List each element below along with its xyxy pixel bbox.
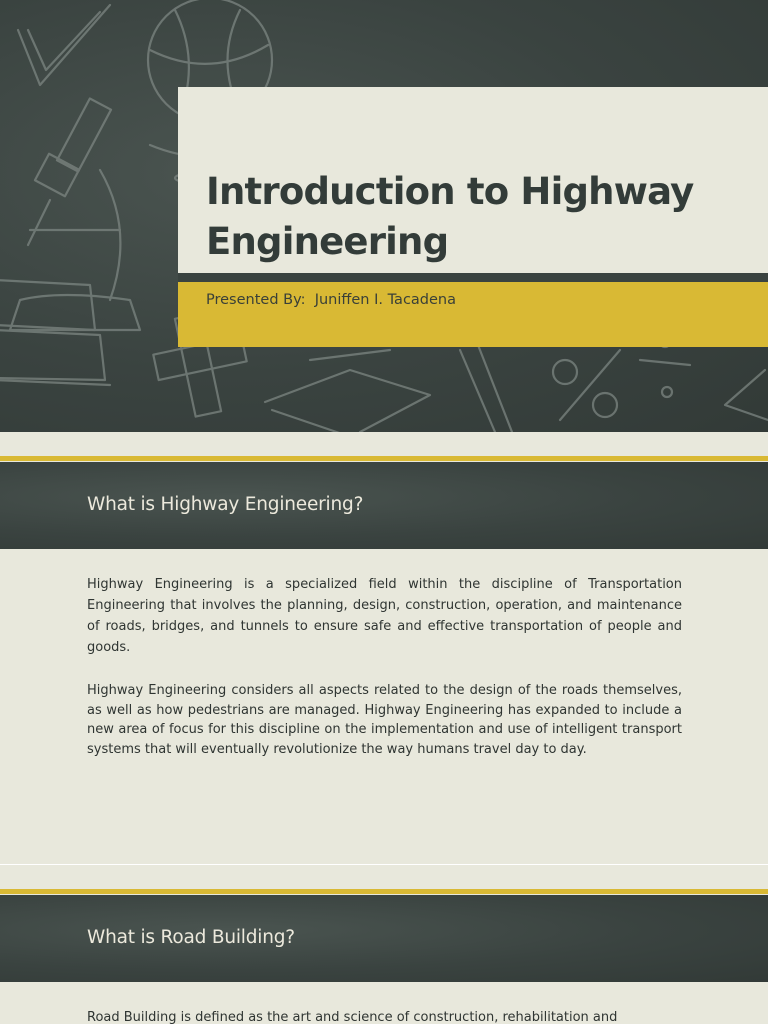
checkmark-icon [18,5,110,85]
slide-body [0,982,768,1024]
title-box [178,87,768,273]
gold-separator [0,456,768,461]
slide-body [0,549,768,864]
slide-heading: What is Road Building? [87,927,295,948]
gold-separator [0,889,768,894]
title-divider [178,273,768,282]
subtitle-box [178,282,768,347]
slide-heading: What is Highway Engineering? [87,494,364,515]
body-paragraph: Highway Engineering is a specialized field within the discipline of Transportation Engineering that involves the planning, design, construction, operation, and maintenance of roads, bridges, and tunnels to ensure safe and effective transportation of people and goods. [87,577,682,655]
ruler-icon [460,345,512,432]
body-paragraph: Highway Engineering considers all aspects related to the design of the roads themselves, as well as how pedestrians are managed. Highway Engineering has expanded to include a new area of focus for this discipline on the implementation and use of intelligent transport systems that will eventually revolutionize the way humans travel day to day. [87,683,682,757]
slide-divider [0,864,768,865]
title-slide [0,0,768,432]
book-icon [265,350,430,432]
presenter-subtitle: Presented By: Juniffen I. Tacadena [206,292,457,308]
percent-icon [553,337,768,420]
microscope-icon [10,98,140,330]
presentation-title: Introduction to Highway Engineering [206,170,694,263]
body-paragraph: Road Building is defined as the art and science of construction, rehabilitation and [87,1010,618,1024]
slide-heading-band [0,895,768,982]
slide-heading-band [0,462,768,549]
